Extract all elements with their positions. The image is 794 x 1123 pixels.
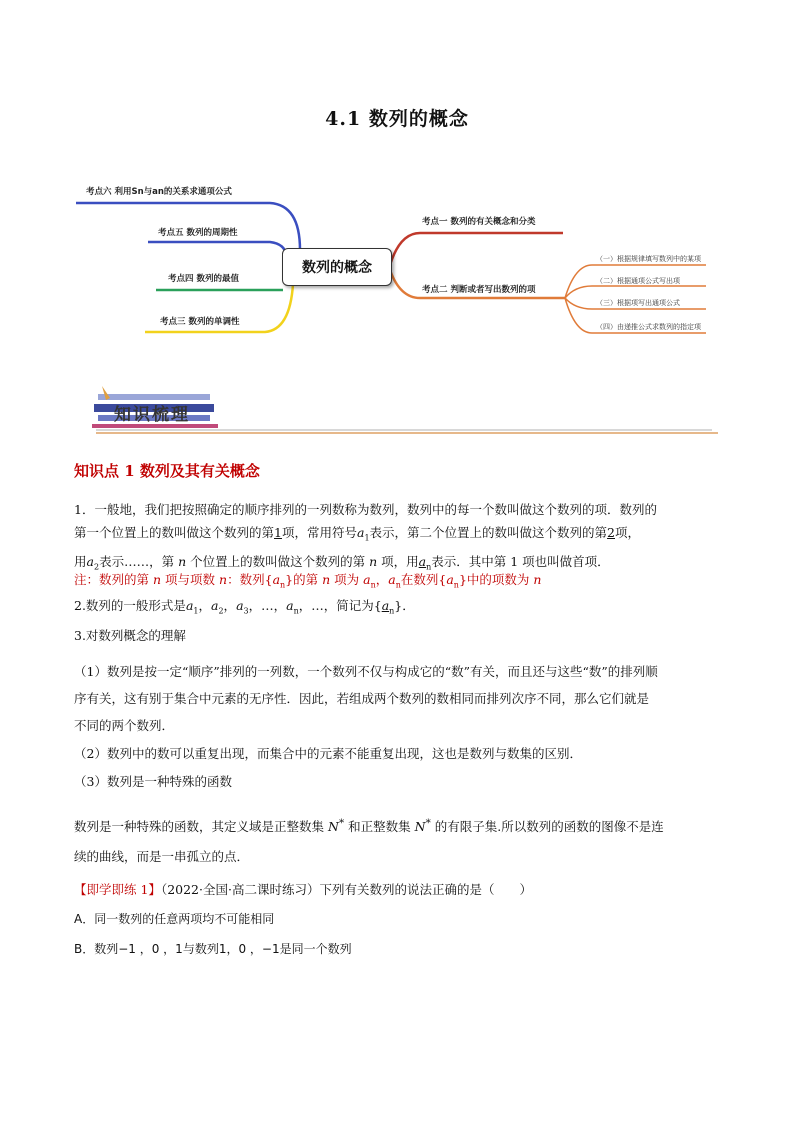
p3-1-line-2: 序有关，这有别于集合中元素的无序性．因此，若组成两个数列的数相同而排列次序不同，那么它们就是 <box>74 691 650 706</box>
note-text: 项为 <box>334 572 360 587</box>
paragraph-1: 1．一般地，我们把按照确定的顺序排列的一列数称为数列，数列中的每一个数叫做这个数列的项．数列的 第一个位置上的数叫做这个数列的第1项，常用符号$a_1$表示，第二个位置上的数叫做这个数列的第2项， 用$a_2$表示……，第 n 个位置上的数叫做这个数列的第 n 项，用$a_n$表示．其中第 1 项也叫做首项． <box>74 502 657 571</box>
p1-text: 个位置上的数叫做这个数列的第 <box>190 553 366 569</box>
exercise-header <box>74 878 722 901</box>
note-text: 项与项数 <box>165 572 216 587</box>
p3-3: （3）数列是一种特殊的函数 <box>74 774 232 789</box>
p1-text: 项，用 <box>381 553 419 569</box>
p4-line-2: 续的曲线，而是一串孤立的点． <box>74 849 250 864</box>
note-text: ， <box>375 572 389 587</box>
note-line: 注：数列的第 n 项与项数 n：数列$\{a_n\}$的第 n 项为 $a_n$，$a_n$在数列$\{a_n\}$中的项数为 n <box>74 572 542 590</box>
mindmap-sub-3: （三）根据项写出通项公式 <box>596 299 680 307</box>
option-a: A．同一数列的任意两项均不可能相同 <box>74 912 275 926</box>
mind-map <box>0 170 794 350</box>
mindmap-sub-1: （一）根据规律填写数列中的某项 <box>596 255 701 263</box>
mindmap-left-1: 考点六 利用Sn与an的关系求通项公式 <box>86 187 232 197</box>
note-text: }的第 <box>285 572 319 587</box>
p3-1-line-1: （1）数列是按一定“顺序”排列的一列数，一个数列不仅与构成它的“数”有关，而且还与这些“数”的排列顺 <box>74 664 658 679</box>
note-text: 注：数列的第 <box>74 572 150 587</box>
mindmap-left-4: 考点三 数列的单调性 <box>160 317 240 327</box>
p4-text: 的有限子集.所以数列的函数的图像不是连 <box>434 819 664 835</box>
mindmap-right-2: 考点二 判断或者写出数列的项 <box>422 285 536 295</box>
exercise-question: （2022·全国·高二课时练习）下列有关数列的说法正确的是（ ） <box>160 882 532 897</box>
section-banner <box>92 384 718 436</box>
p3-1-line-3: 不同的两个数列． <box>74 718 175 733</box>
p1-text: 用 <box>74 553 87 569</box>
mindmap-sub-2: （二）根据通项公式写出项 <box>596 277 680 285</box>
note-text: 在数列{ <box>400 572 447 587</box>
p1-text: 第一个位置上的数叫做这个数列的第 <box>74 525 275 540</box>
note-text: ：数列{ <box>227 572 273 587</box>
p1-text: 表示……，第 <box>99 553 175 569</box>
mindmap-left-3: 考点四 数列的最值 <box>168 274 239 284</box>
note-text: }中的项数为 <box>458 572 530 587</box>
page-title: 4.1 数列的概念 <box>325 108 469 130</box>
paragraph-4: 数列是一种特殊的函数，其定义域是正整数集 N* 和正整数集 N* 的有限子集.所以数列的函数的图像不是连 <box>74 817 664 835</box>
knowledge-point-title: 知识点 1 数列及其有关概念 <box>74 462 260 480</box>
p3-2: （2）数列中的数可以重复出现，而集合中的元素不能重复出现，这也是数列与数集的区别． <box>74 746 582 761</box>
option-b: B．数列−1 ，0 ，1与数列1，0 ，−1是同一个数列 <box>74 942 352 956</box>
p1-text: 表示．其中第 1 项也叫做首项． <box>431 553 610 569</box>
p2-text: 2.数列的一般形式是 <box>74 598 186 613</box>
mindmap-left-2: 考点五 数列的周期性 <box>158 228 238 238</box>
p1-line-1: 1．一般地，我们把按照确定的顺序排列的一列数称为数列，数列中的每一个数叫做这个数列的项．数列的 <box>74 502 657 517</box>
mindmap-center: 数列的概念 <box>282 248 392 286</box>
p2-text: ，…，简记为{ <box>298 598 382 613</box>
p1-num-1: 1 <box>274 525 282 540</box>
banner-title: 知识梳理 <box>114 405 190 425</box>
p3-title: 3.对数列概念的理解 <box>74 628 186 643</box>
exercise-tag: 【即学即练 1】 <box>74 882 161 897</box>
paragraph-2: 2.数列的一般形式是$a_1$，$a_2$，$a_3$，…，$a_n$，…，简记为$\{a_n\}$． <box>74 598 415 616</box>
p2-text: }． <box>394 598 415 613</box>
p4-text: 数列是一种特殊的函数，其定义域是正整数集 <box>74 819 325 835</box>
mindmap-right-1: 考点一 数列的有关概念和分类 <box>422 217 536 227</box>
p4-text: 和正整数集 <box>348 819 411 835</box>
p1-text: 项，常用符号 <box>281 525 357 540</box>
p1-text: 项， <box>615 525 641 540</box>
p1-text: 表示，第二个位置上的数叫做这个数列的第 <box>369 525 608 540</box>
p2-text: ，…， <box>248 598 287 613</box>
mindmap-sub-4: （四）由递推公式求数列的指定项 <box>596 323 701 331</box>
p1-num-2: 2 <box>607 525 615 540</box>
